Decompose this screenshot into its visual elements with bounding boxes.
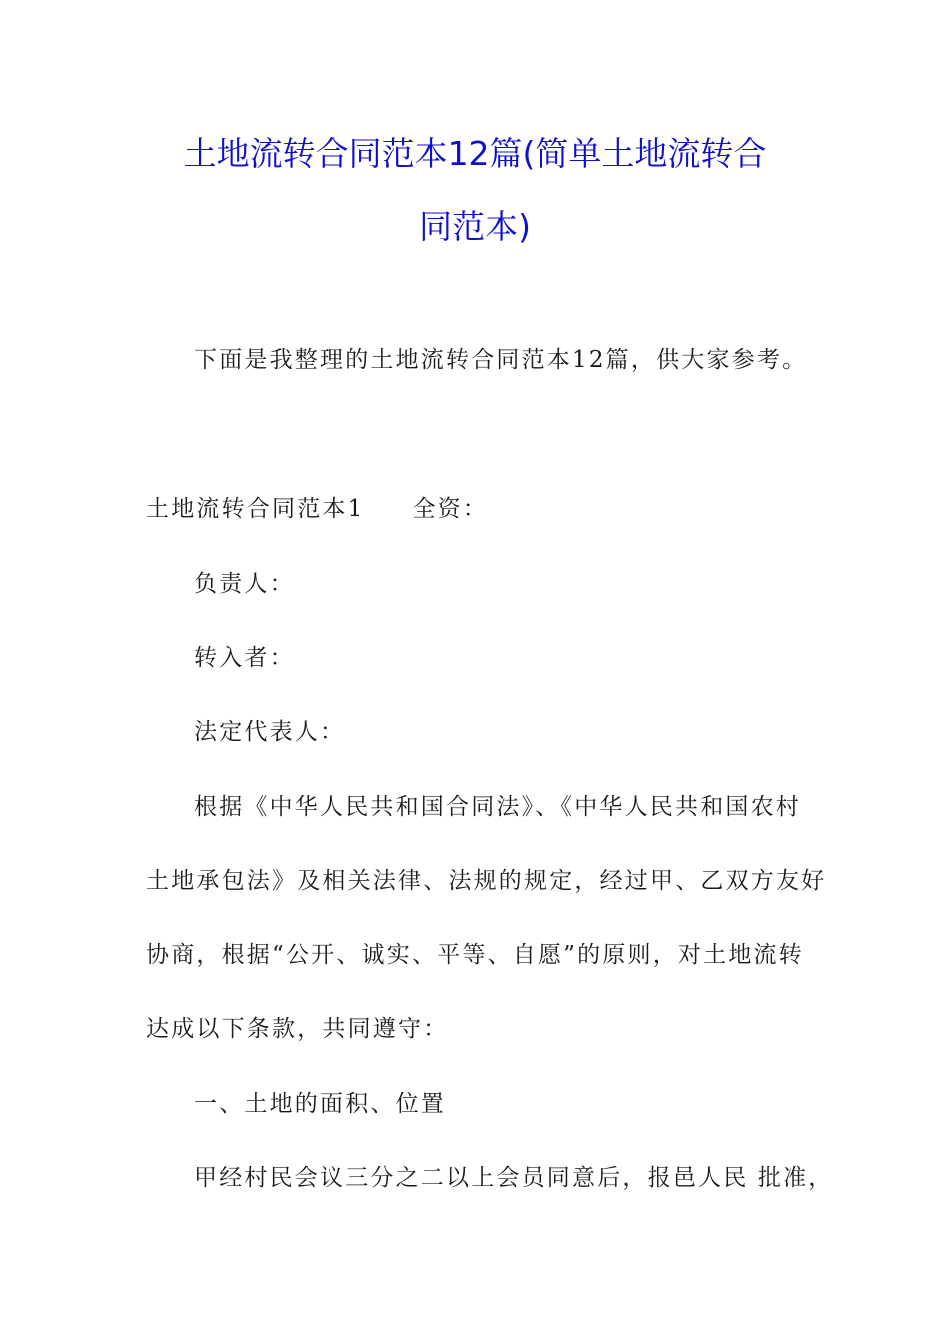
section-heading: 土地流转合同范本1 — [146, 496, 365, 522]
paragraph-line: 协商，根据“公开、诚实、平等、自愿”的原则，对土地流转 — [146, 942, 804, 968]
field-legal-representative: 法定代表人： — [194, 719, 346, 745]
section-heading-row — [146, 494, 488, 524]
party-label: 全资： — [412, 496, 489, 522]
field-responsible-person: 负责人： — [194, 571, 295, 597]
paragraph-line: 土地承包法》及相关法律、法规的规定，经过甲、乙双方友好 — [146, 868, 827, 894]
clause-heading: 一、土地的面积、位置 — [194, 1091, 446, 1117]
field-transferee: 转入者： — [194, 645, 295, 671]
intro-paragraph: 下面是我整理的土地流转合同范本12篇，供大家参考。 — [194, 347, 808, 373]
document-title-line-2: 同范本) — [419, 207, 531, 246]
clause-text: 甲经村民会议三分之二以上会员同意后，报邑人民 批准， — [194, 1165, 834, 1191]
paragraph-line: 根据《中华人民共和国合同法》、《中华人民共和国农村 — [194, 794, 801, 820]
paragraph-line: 达成以下条款，共同遵守： — [146, 1016, 449, 1042]
document-title-line-1: 土地流转合同范本12篇(简单土地流转合 — [183, 134, 767, 173]
